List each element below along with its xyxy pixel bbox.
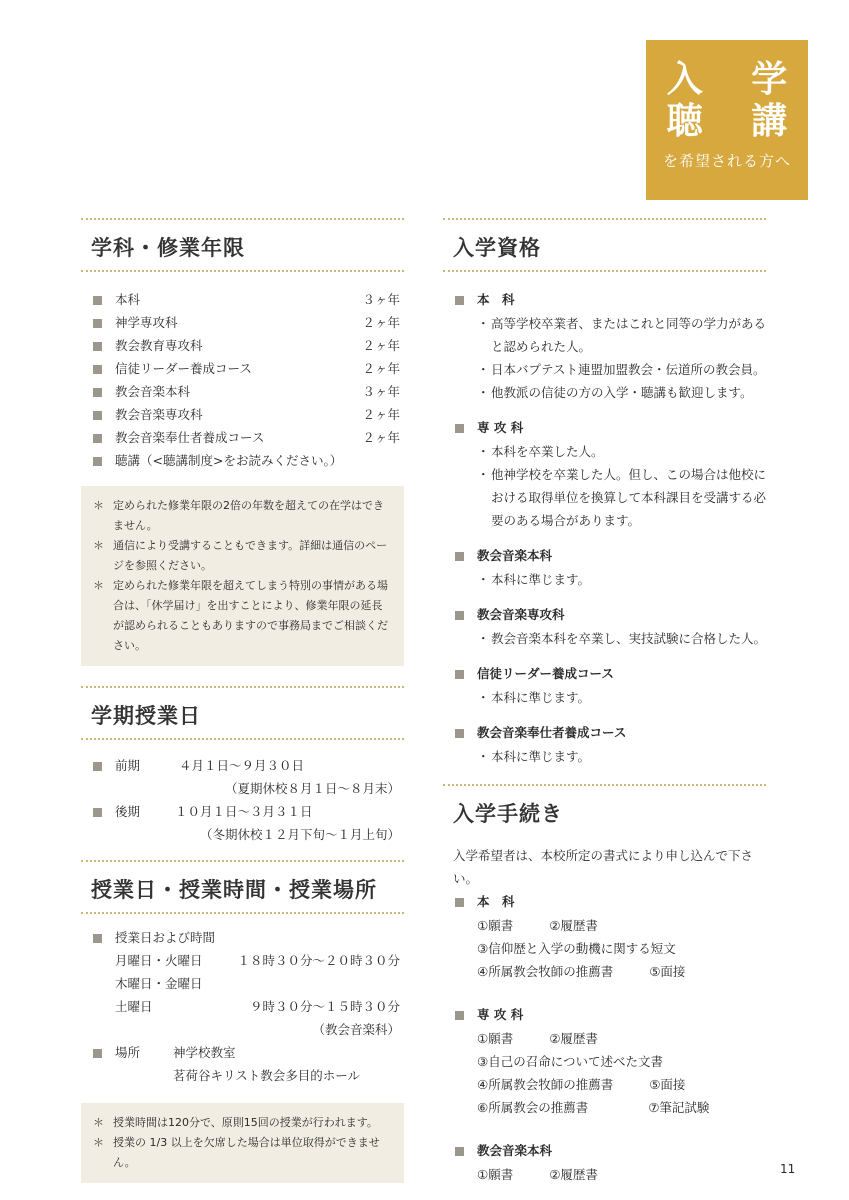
square-bullet-icon xyxy=(455,670,464,679)
proc-head: 教会音楽本科 xyxy=(443,1139,766,1163)
class-place-2: 茗荷谷キリスト教会多目的ホール xyxy=(173,1068,361,1083)
note: ＊ 授業時間は120分で、原則15回の授業が行われます。 xyxy=(93,1116,378,1129)
square-bullet-icon xyxy=(93,388,102,397)
qual-item: ・ 他神学校を卒業した人。但し、この場合は他校における取得単位を換算して本科課目を受講する必要のある場合があります。 xyxy=(477,467,767,528)
square-bullet-icon xyxy=(93,457,102,466)
proc-head: 専 攻 科 xyxy=(443,1003,766,1027)
course-item: 教会音楽専攻科 ２ヶ年 xyxy=(81,403,404,426)
square-bullet-icon xyxy=(455,296,464,305)
course-item: 教会音楽奉仕者養成コース ２ヶ年 xyxy=(81,426,404,449)
procedure-intro: 入学希望者は、本校所定の書式により申し込んで下さい。 xyxy=(453,848,754,886)
proc-line: ③信仰歴と入学の動機に関する短文 xyxy=(477,941,676,956)
square-bullet-icon xyxy=(93,296,102,305)
qual-head: 教会音楽専攻科 xyxy=(443,603,766,627)
square-bullet-icon xyxy=(93,762,102,771)
section-title-procedure: 入学手続き xyxy=(453,801,563,826)
page-number: 11 xyxy=(780,1162,796,1176)
qual-item: ・ 高等学校卒業者、またはこれと同等の学力があると認められた人。 xyxy=(477,316,767,354)
square-bullet-icon xyxy=(93,411,102,420)
square-bullet-icon xyxy=(93,365,102,374)
class-row: 木曜日・金曜日 xyxy=(115,976,203,991)
section-title-qualification: 入学資格 xyxy=(453,235,541,260)
qual-head: 本 科 xyxy=(443,288,766,312)
term-first-note: （夏期休校８月１日～８月末） xyxy=(224,781,400,796)
class-row: 土曜日 ９時３０分～１５時３０分 xyxy=(115,999,400,1014)
term-first: 前期 ４月１日～９月３０日 xyxy=(81,754,404,777)
proc-line: ③自己の召命について述べた文書 xyxy=(477,1054,663,1069)
square-bullet-icon xyxy=(93,319,102,328)
proc-head: 本 科 xyxy=(443,890,766,914)
course-item: 聴講（<聴講制度>をお読みください。） xyxy=(81,449,404,472)
square-bullet-icon xyxy=(455,1147,464,1156)
square-bullet-icon xyxy=(93,934,102,943)
left-column xyxy=(81,218,404,1183)
qual-item: ・ 本科に準じます。 xyxy=(477,690,591,705)
qual-head: 専 攻 科 xyxy=(443,416,766,440)
courses-notes xyxy=(81,486,404,666)
qual-item: ・ 本科を卒業した人。 xyxy=(477,444,604,459)
section-title-classes: 授業日・授業時間・授業場所 xyxy=(91,877,377,902)
section-title-terms: 学期授業日 xyxy=(91,703,201,728)
square-bullet-icon xyxy=(93,808,102,817)
square-bullet-icon xyxy=(455,611,464,620)
proc-line: ④所属教会牧師の推薦書 ⑤面接 xyxy=(477,964,686,979)
qual-item: ・ 本科に準じます。 xyxy=(477,749,591,764)
qual-head: 教会音楽奉仕者養成コース xyxy=(443,721,766,745)
proc-line: ①願書 ②履歴書 xyxy=(477,1167,598,1182)
badge-line-2: 聴 講 xyxy=(666,100,806,142)
course-item: 本科 ３ヶ年 xyxy=(81,288,404,311)
note: ＊ 通信により受講することもできます。詳細は通信のページを参照ください。 xyxy=(93,539,388,572)
badge-line-3: を希望される方へ xyxy=(662,152,791,170)
class-row-note: （教会音楽科） xyxy=(312,1022,400,1037)
proc-line: ⑥所属教会の推薦書 ⑦筆記試験 xyxy=(477,1100,710,1115)
square-bullet-icon xyxy=(93,342,102,351)
section-title-courses: 学科・修業年限 xyxy=(91,235,245,260)
right-column xyxy=(443,218,766,1186)
header-badge xyxy=(646,40,808,200)
course-item: 信徒リーダー養成コース ２ヶ年 xyxy=(81,357,404,380)
note: ＊ 定められた修業年限を超えてしまう特別の事情がある場合は、「休学届け」を出すことにより、修業年限の延長が認められることもありますので事務局までご相談ください。 xyxy=(93,579,388,652)
class-row: 月曜日・火曜日 １８時３０分～２０時３０分 xyxy=(115,953,400,968)
square-bullet-icon xyxy=(455,552,464,561)
proc-line: ①願書 ②履歴書 xyxy=(477,1031,598,1046)
square-bullet-icon xyxy=(455,1011,464,1020)
term-second: 後期 １０月１日～３月３１日 xyxy=(81,800,404,823)
classes-notes xyxy=(81,1103,404,1183)
qual-item: ・ 本科に準じます。 xyxy=(477,572,591,587)
course-item: 教会音楽本科 ３ヶ年 xyxy=(81,380,404,403)
qual-item: ・ 日本バプテスト連盟加盟教会・伝道所の教会員。 xyxy=(477,362,766,377)
note: ＊ 定められた修業年限の2倍の年数を超えての在学はできません。 xyxy=(93,499,384,532)
square-bullet-icon xyxy=(93,434,102,443)
term-second-note: （冬期休校１２月下旬～１月上旬） xyxy=(199,827,400,842)
note: ＊ 授業の 1/3 以上を欠席した場合は単位取得ができません。 xyxy=(93,1136,380,1169)
square-bullet-icon xyxy=(455,729,464,738)
square-bullet-icon xyxy=(93,1049,102,1058)
class-days: 授業日および時間 xyxy=(81,926,404,949)
badge-line-1: 入 学 xyxy=(666,58,806,100)
qual-item: ・ 他教派の信徒の方の入学・聴講も歓迎します。 xyxy=(477,385,753,400)
course-item: 神学専攻科 ２ヶ年 xyxy=(81,311,404,334)
qual-head: 教会音楽本科 xyxy=(443,544,766,568)
course-item: 教会教育専攻科 ２ヶ年 xyxy=(81,334,404,357)
proc-line: ④所属教会牧師の推薦書 ⑤面接 xyxy=(477,1077,686,1092)
class-place: 場所 神学校教室 xyxy=(81,1041,404,1064)
square-bullet-icon xyxy=(455,424,464,433)
square-bullet-icon xyxy=(455,898,464,907)
qual-head: 信徒リーダー養成コース xyxy=(443,662,766,686)
qual-item: ・ 教会音楽本科を卒業し、実技試験に合格した人。 xyxy=(477,631,767,646)
proc-line: ①願書 ②履歴書 xyxy=(477,918,598,933)
